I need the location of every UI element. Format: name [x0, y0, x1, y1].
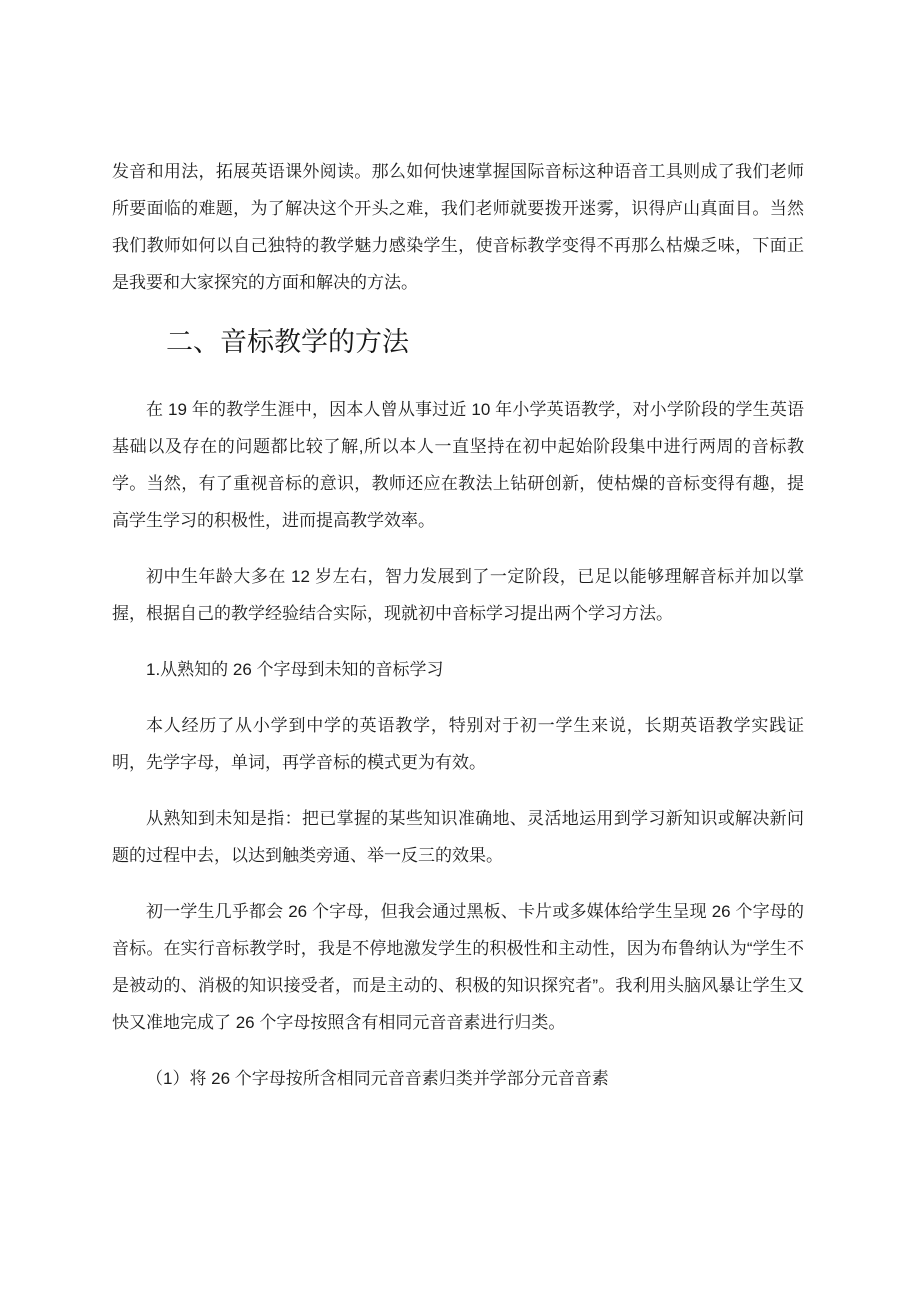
paragraph-continued-from-previous-page: 发音和用法，拓展英语课外阅读。那么如何快速掌握国际音标这种语音工具则成了我们老师所要面临的难题，为了解决这个开头之难，我们老师就要拨开迷雾，识得庐山真面目。当然我们教师如何以自己独特的教学魅力感染学生，使音标教学变得不再那么枯燥乏味，下面正是我要和大家探究的方面和解决的方法。 [112, 162, 804, 292]
paragraph-student-age: 初中生年龄大多在 12 岁左右，智力发展到了一定阶段，已足以能够理解音标并加以掌握，根据自己的教学经验结合实际，现就初中音标学习提出两个学习方法。 [112, 567, 804, 623]
paragraph-teaching-experience: 在 19 年的教学生涯中，因本人曾从事过近 10 年小学英语教学，对小学阶段的学生英语基础以及存在的问题都比较了解,所以本人一直坚持在初中起始阶段集中进行两周的音标教学。当然，有了重视音标的意识，教师还应在教法上钻研创新，使枯燥的音标变得有趣，提高学生学习的积极性，进而提高教学效率。 [112, 400, 804, 530]
paragraph-classroom-practice: 初一学生几乎都会 26 个字母，但我会通过黑板、卡片或多媒体给学生呈现 26 个字母的音标。在实行音标教学时，我是不停地激发学生的积极性和主动性，因为布鲁纳认为“学生不是被动的、消极的知识接受者，而是主动的、积极的知识探究者”。我利用头脑风暴让学生又快又准地完成了 26 个字母按照含有相同元音音素进行归类。 [112, 902, 804, 1032]
section-heading: 二、音标教学的方法 [166, 327, 409, 357]
paragraph-known-to-unknown-definition: 从熟知到未知是指：把已掌握的某些知识准确地、灵活地运用到学习新知识或解决新问题的过程中去，以达到触类旁通、举一反三的效果。 [112, 809, 804, 865]
subheading-method1: 1.从熟知的 26 个字母到未知的音标学习 [146, 660, 444, 679]
paragraph-method1-intro: 本人经历了从小学到中学的英语教学，特别对于初一学生来说，长期英语教学实践证明，先学字母，单词，再学音标的模式更为有效。 [112, 716, 804, 772]
subheading-step1: （1）将 26 个字母按所含相同元音音素归类并学部分元音音素 [146, 1069, 609, 1088]
